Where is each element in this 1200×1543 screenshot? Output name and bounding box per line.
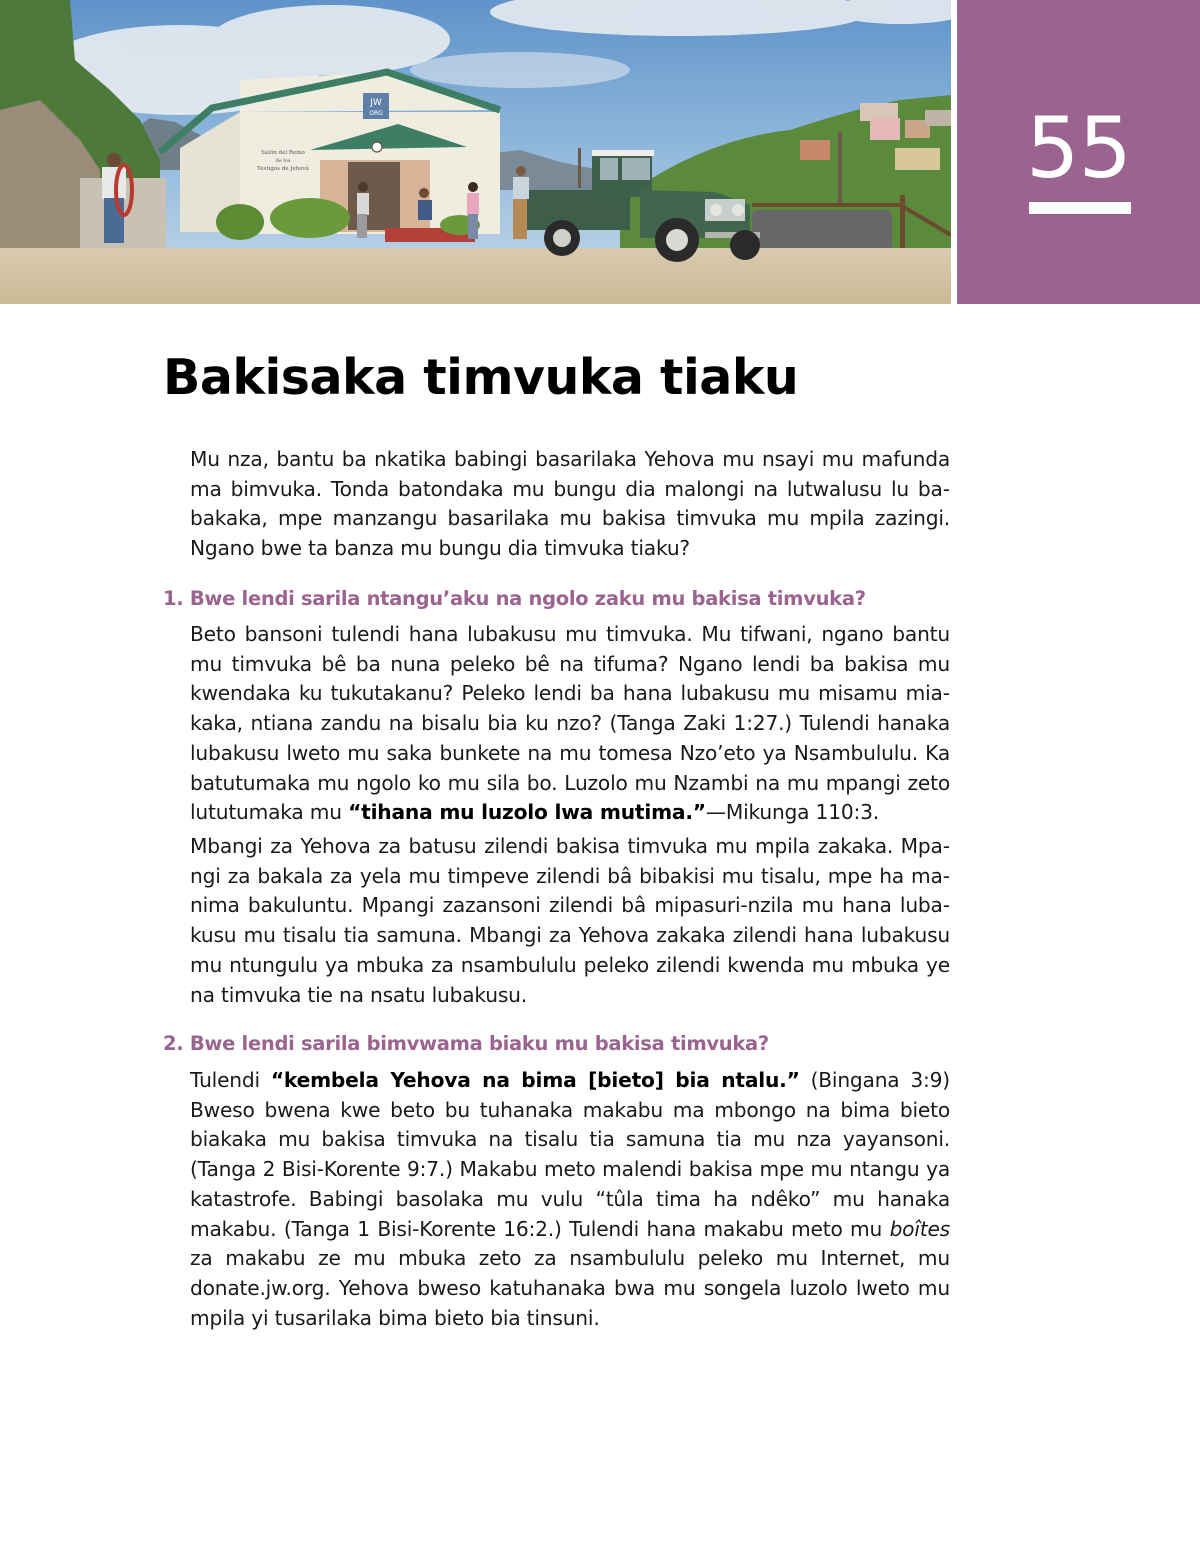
section-1-paragraph-2: Mbangi za Yehova za batusu zilendi bakisa timvuka mu mpila zakaka. Mpangi za bakala za yela mu timpeve zilendi bâ bibakisi mu tisalu, mpe ha manima bakuluntu. Mpangi zazansoni zilendi bâ mipasuri-nzila mu hana lubakusu mu tisalu tia samuna. Mbangi za Yehova zakaka zilendi hana lubakusu mu ntungulu ya mbuka za nsambululu peleko zilendi kwenda mu mbuka ye na timvuka tie na nsatu lubakusu.: [190, 834, 950, 1007]
utility-pole: [578, 148, 581, 188]
lesson-number: 55: [1026, 99, 1131, 197]
paragraph-text: za makabu ze mu mbuka zeto za nsambululu peleko mu Internet, mu donate.jw.org. Yehova bweso katuhanaka bwa mu songela luzolo lweto mu mpila yi tusarilaka bima bieto bia tinsuni.: [190, 1246, 950, 1330]
paragraph-text: Beto bansoni tulendi hana lubakusu mu timvuka. Mu tifwani, ngano bantu mu timvuka bê ba nuna peleko bê na tifuma? Ngano lendi ba bakisa mu kwendaka ku tukutakanu? Peleko lendi ba hana lubakusu mu misamu miakaka, ntiana zandu na bisalu bia ku nzo? (Tanga Zaki 1:27.) Tulendi hanaka lubakusu lweto mu saka bunkete na mu tomesa Nzo’eto ya Nsambululu. Ka batutumaka mu ngolo ko mu sila bo. Luzolo mu Nzambi na mu mpangi zeto lututumaka mu: [190, 622, 950, 825]
stone-wall-right: [752, 210, 892, 250]
bold-quote: “kembela Yehova na bima [bieto] bia ntalu.”: [270, 1068, 800, 1092]
building-sign-line2: de los: [275, 158, 291, 164]
utility-pole: [838, 132, 842, 207]
jw-org-logo-line1: JW: [370, 98, 382, 108]
italic-term: boîtes: [889, 1216, 950, 1241]
scripture-citation: —Mikunga 110:3.: [705, 800, 879, 825]
lesson-number-badge: [957, 0, 1200, 304]
section-2-paragraph-1: [190, 1066, 950, 1333]
bold-quote: “tihana mu luzolo lwa mutima.”: [348, 800, 706, 825]
building-sign-line1: Salón del Reino: [261, 150, 305, 156]
section-1-paragraph-1: [190, 620, 950, 828]
paragraph-text: Tulendi: [190, 1068, 271, 1092]
hero-photo: [0, 0, 951, 304]
section-1-question: 1. Bwe lendi sarila ntangu’aku na ngolo zaku mu bakisa timvuka?: [163, 587, 866, 610]
building-sign-line3: Testigos de Jehová: [257, 166, 309, 172]
section-2-question: 2. Bwe lendi sarila bimvwama biaku mu bakisa timvuka?: [163, 1032, 769, 1055]
jw-org-logo-line2: ORG: [369, 110, 383, 117]
gravel-ground: [0, 248, 951, 304]
intro-paragraph: Mu nza, bantu ba nkatika babingi basarilaka Yehova mu nsayi mu mafunda ma bimvuka. Tonda batondaka mu bungu dia malongi na lutwalusu lu babakaka, mpe manzangu basarilaka mu bakisa timvuka mu mpila zazingi. Ngano bwe ta banza mu bungu dia timvuka tiaku?: [190, 447, 950, 561]
paragraph-text: (Bingana 3:9) Bweso bwena kwe beto bu tuhanaka makabu ma mbongo na bima bieto biakaka mu bakisa timvuka na tisalu tia samuna tia mu nza yayansoni. (Tanga 2 Bisi-Korente 9:7.) Makabu meto malendi bakisa mpe mu ntangu ya katastrofe. Babingi basolaka mu vulu “tûla tima ha ndêko” mu hanaka makabu. (Tanga 1 Bisi-Korente 16:2.) Tulendi hana makabu meto mu: [190, 1068, 950, 1241]
kingdom-hall-scene: [0, 0, 951, 304]
lesson-number-underline: [1029, 202, 1131, 214]
lesson-title: Bakisaka timvuka tiaku: [163, 349, 799, 406]
